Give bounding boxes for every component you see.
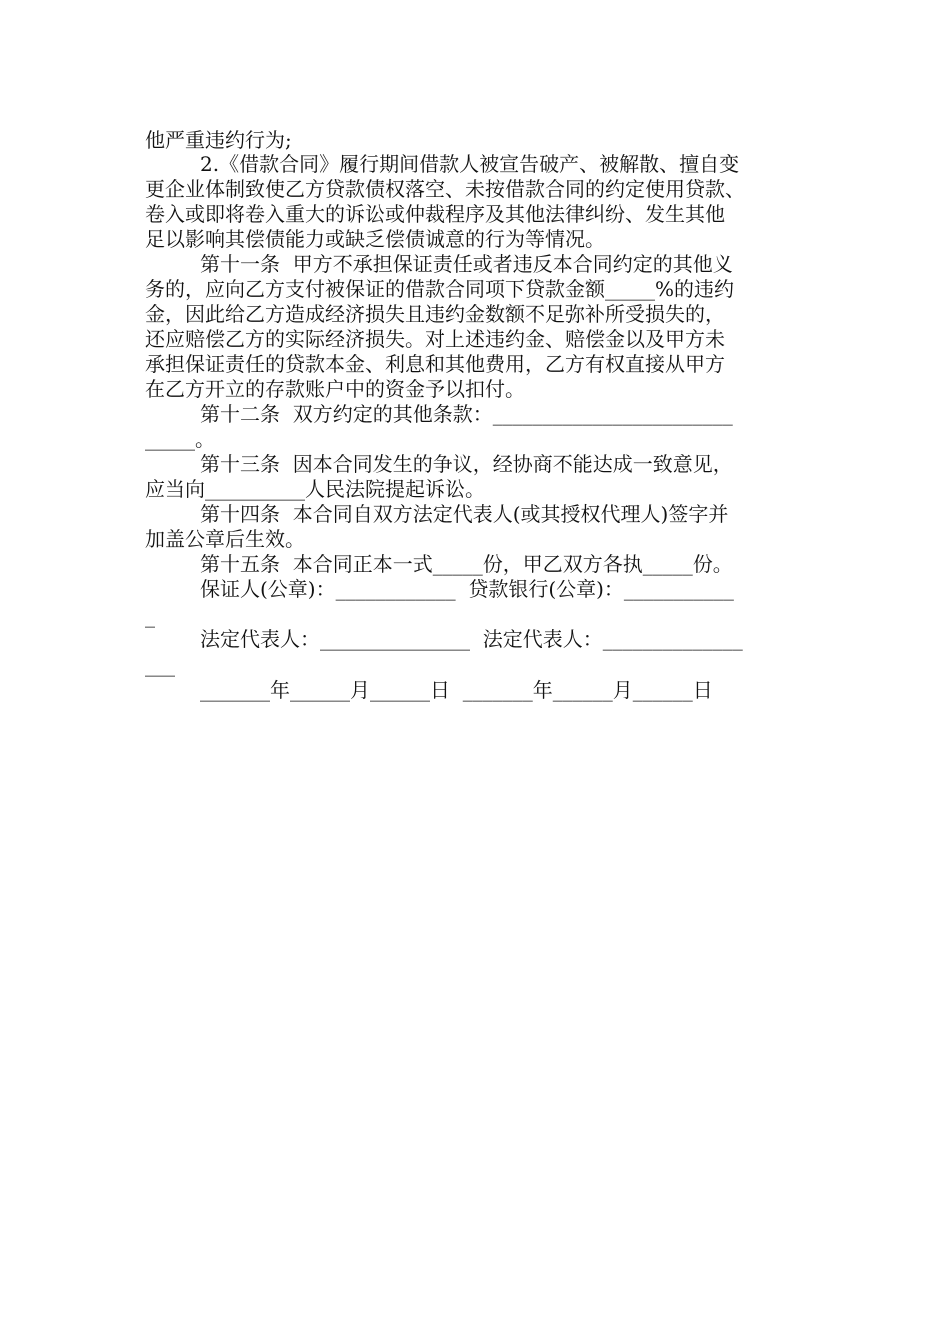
- document-line-18: 第十五条 本合同正本一式_____份，甲乙双方各执_____份。: [200, 552, 733, 576]
- document-line-1: 他严重违约行为;: [145, 128, 292, 152]
- document-line-11: 在乙方开立的存款账户中的资金予以扣付。: [145, 377, 525, 401]
- document-line-12: 第十二条 双方约定的其他条款：________________________: [200, 402, 733, 426]
- document-line-8: 金，因此给乙方造成经济损失且违约金数额不足弥补所受损失的，: [145, 302, 725, 326]
- document-line-13: _____。: [145, 427, 215, 451]
- document-line-10: 承担保证责任的贷款本金、利息和其他费用，乙方有权直接从甲方: [145, 352, 725, 376]
- document-line-6: 第十一条 甲方不承担保证责任或者违反本合同约定的其他义: [200, 252, 733, 276]
- document-line-15: 应当向__________人民法院提起诉讼。: [145, 477, 485, 501]
- document-line-23: _______年______月______日 _______年______月______日: [200, 678, 713, 702]
- document-line-7: 务的，应向乙方支付被保证的借款合同项下贷款金额_____%的违约: [145, 277, 735, 301]
- document-line-2: 2.《借款合同》履行期间借款人被宣告破产、被解散、擅自变: [200, 152, 740, 176]
- document-line-19: 保证人(公章)：____________ 贷款银行(公章)：___________: [200, 577, 734, 601]
- document-line-20: _: [145, 604, 155, 628]
- document-line-16: 第十四条 本合同自双方法定代表人(或其授权代理人)签字并: [200, 502, 729, 526]
- document-line-5: 足以影响其偿债能力或缺乏偿债诚意的行为等情况。: [145, 227, 605, 251]
- document-line-22: ___: [145, 653, 175, 677]
- document-line-9: 还应赔偿乙方的实际经济损失。对上述违约金、赔偿金以及甲方未: [145, 327, 725, 351]
- document-line-4: 卷入或即将卷入重大的诉讼或仲裁程序及其他法律纠纷、发生其他: [145, 202, 725, 226]
- document-line-14: 第十三条 因本合同发生的争议，经协商不能达成一致意见，: [200, 452, 733, 476]
- document-line-3: 更企业体制致使乙方贷款债权落空、未按借款合同的约定使用贷款、: [145, 177, 745, 201]
- document-line-21: 法定代表人：_______________ 法定代表人：______________: [200, 627, 743, 651]
- document-line-17: 加盖公章后生效。: [145, 527, 305, 551]
